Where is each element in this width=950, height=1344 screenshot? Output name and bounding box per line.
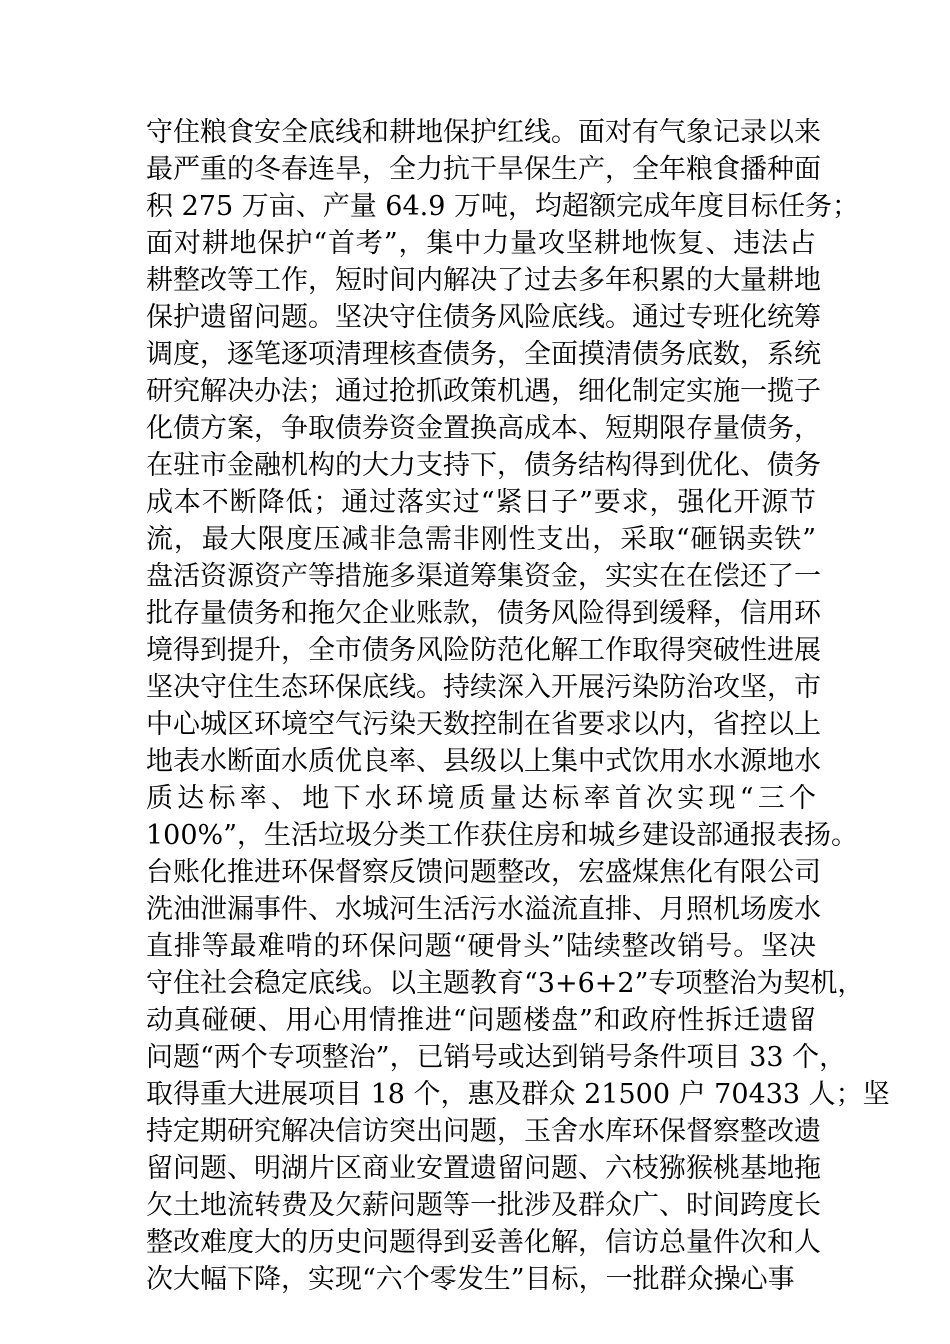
text-line: 质达标率、地下水环境质量达标率首次实现“三个 <box>146 783 816 814</box>
text-line: 积 275 万亩、产量 64.9 万吨，均超额完成年度目标任务； <box>146 191 859 222</box>
text-line: 面对耕地保护“首考”，集中力量攻坚耕地恢复、违法占 <box>146 228 816 259</box>
text-line: 守住粮食安全底线和耕地保护红线。面对有气象记录以来 <box>146 117 821 148</box>
text-line: 耕整改等工作，短时间内解决了过去多年积累的大量耕地 <box>146 265 821 296</box>
text-line: 洗油泄漏事件、水城河生活污水溢流直排、月照机场废水 <box>146 894 821 925</box>
text-line: 坚决守住生态环保底线。持续深入开展污染防治攻坚，市 <box>146 672 821 703</box>
text-line: 保护遗留问题。坚决守住债务风险底线。通过专班化统筹 <box>146 302 821 333</box>
text-line: 调度，逐笔逐项清理核查债务，全面摸清债务底数，系统 <box>146 339 821 370</box>
body-paragraph <box>146 114 890 1298</box>
text-line: 研究解决办法；通过抢抓政策机遇，细化制定实施一揽子 <box>146 376 821 407</box>
text-line: 取得重大进展项目 18 个，惠及群众 21500 户 70433 人；坚 <box>146 1079 890 1110</box>
text-line: 持定期研究解决信访突出问题，玉舍水库环保督察整改遗 <box>146 1116 821 1147</box>
text-line: 化债方案，争取债券资金置换高成本、短期限存量债务， <box>146 413 821 444</box>
text-line: 欠土地流转费及欠薪问题等一批涉及群众广、时间跨度长 <box>146 1190 821 1221</box>
text-line: 整改难度大的历史问题得到妥善化解，信访总量件次和人 <box>146 1227 821 1258</box>
text-line: 动真碰硬、用心用情推进“问题楼盘”和政府性拆迁遗留 <box>146 1005 816 1036</box>
text-line: 境得到提升，全市债务风险防范化解工作取得突破性进展 <box>146 635 821 666</box>
text-line: 盘活资源资产等措施多渠道筹集资金，实实在在偿还了一 <box>146 561 821 592</box>
text-line: 最严重的冬春连旱，全力抗干旱保生产，全年粮食播种面 <box>146 154 821 185</box>
text-line: 直排等最难啃的环保问题“硬骨头”陆续整改销号。坚决 <box>146 931 816 962</box>
text-line: 守住社会稳定底线。以主题教育“3+6+2”专项整治为契机， <box>146 968 865 999</box>
text-line: 成本不断降低；通过落实过“紧日子”要求，强化开源节 <box>146 487 816 518</box>
text-line: 问题“两个专项整治”，已销号或达到销号条件项目 33 个， <box>146 1042 847 1073</box>
text-line: 台账化推进环保督察反馈问题整改，宏盛煤焦化有限公司 <box>146 857 821 888</box>
text-line: 批存量债务和拖欠企业账款，债务风险得到缓释，信用环 <box>146 598 821 629</box>
text-line: 留问题、明湖片区商业安置遗留问题、六枝猕猴桃基地拖 <box>146 1153 821 1184</box>
text-line: 次大幅下降，实现“六个零发生”目标，一批群众操心事 <box>146 1264 795 1295</box>
text-line: 流，最大限度压减非急需非刚性支出，采取“砸锅卖铁” <box>146 524 816 555</box>
text-line: 地表水断面水质优良率、县级以上集中式饮用水水源地水 <box>146 746 821 777</box>
text-line: 在驻市金融机构的大力支持下，债务结构得到优化、债务 <box>146 450 821 481</box>
text-line: 中心城区环境空气污染天数控制在省要求以内，省控以上 <box>146 709 821 740</box>
text-line: 100%”，生活垃圾分类工作获住房和城乡建设部通报表扬。 <box>146 820 858 851</box>
